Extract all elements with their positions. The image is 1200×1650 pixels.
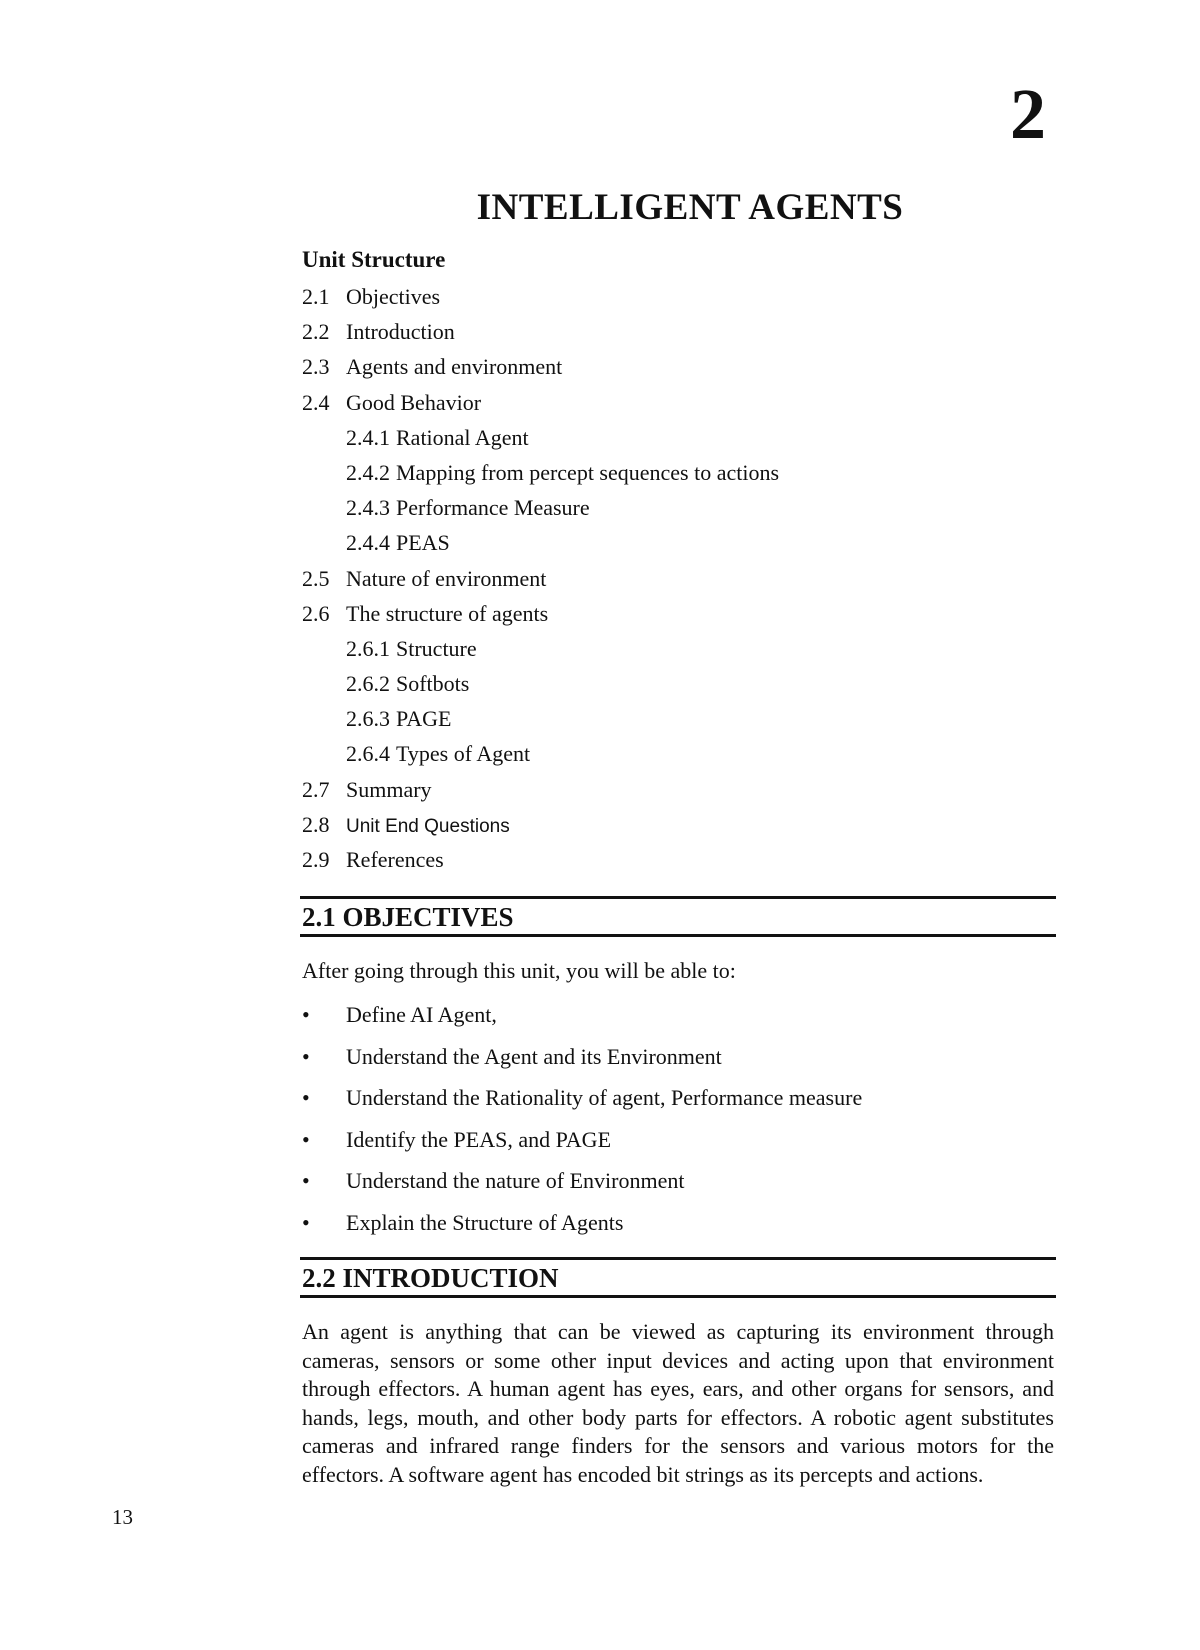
objective-text: Understand the Rationality of agent, Performance measure bbox=[346, 1085, 863, 1110]
toc-number: 2.6.3 bbox=[346, 706, 390, 732]
objectives-list bbox=[302, 1000, 1062, 1249]
toc-number: 2.4.4 bbox=[346, 530, 390, 556]
objective-text: Identify the PEAS, and PAGE bbox=[346, 1126, 612, 1152]
toc-number: 2.8 bbox=[302, 811, 330, 837]
objectives-heading: 2.1 OBJECTIVES bbox=[300, 896, 1056, 937]
toc-item bbox=[302, 388, 1062, 423]
toc-label: The structure of agents bbox=[346, 600, 549, 626]
toc-label: Types of Agent bbox=[396, 741, 531, 767]
objective-text: Define AI Agent, bbox=[346, 1002, 497, 1027]
page-number: 13 bbox=[112, 1505, 133, 1529]
unit-structure bbox=[302, 246, 1062, 880]
toc-item bbox=[302, 352, 1062, 387]
toc-label: Good Behavior bbox=[346, 389, 482, 415]
toc-number: 2.4.3 bbox=[346, 495, 390, 521]
toc-number: 2.6 bbox=[302, 600, 330, 626]
objective-text: Understand the Agent and its Environment bbox=[346, 1043, 722, 1069]
toc-number: 2.9 bbox=[302, 847, 330, 872]
toc-subitem bbox=[302, 669, 1062, 704]
objective-item bbox=[302, 1125, 1062, 1167]
toc-subitem bbox=[302, 528, 1062, 563]
objective-item bbox=[302, 1042, 1062, 1084]
toc-label: Rational Agent bbox=[396, 424, 529, 450]
objective-item bbox=[302, 1083, 1062, 1125]
toc-item bbox=[302, 599, 1062, 634]
toc-subitem bbox=[302, 704, 1062, 739]
toc-item bbox=[302, 564, 1062, 599]
bullet-icon: • bbox=[302, 1209, 310, 1235]
toc-label: Introduction bbox=[346, 319, 455, 345]
toc-number: 2.2 bbox=[302, 319, 330, 345]
toc-label: Agents and environment bbox=[346, 354, 563, 380]
toc-label: Summary bbox=[346, 776, 432, 802]
toc-label: Mapping from percept sequences to actions bbox=[396, 459, 780, 485]
toc-number: 2.5 bbox=[302, 565, 330, 591]
toc-item bbox=[302, 810, 1062, 845]
unit-structure-heading: Unit Structure bbox=[302, 247, 446, 272]
bullet-icon: • bbox=[302, 1043, 310, 1069]
toc-item bbox=[302, 775, 1062, 810]
bullet-icon: • bbox=[302, 1085, 310, 1110]
objective-item bbox=[302, 1208, 1062, 1250]
toc-number: 2.4.2 bbox=[346, 459, 390, 485]
bullet-icon: • bbox=[302, 1002, 310, 1027]
toc-item bbox=[302, 845, 1062, 880]
bullet-icon: • bbox=[302, 1126, 310, 1152]
objective-text: Explain the Structure of Agents bbox=[346, 1209, 624, 1235]
toc-subitem bbox=[302, 423, 1062, 458]
toc-label: Unit End Questions bbox=[346, 815, 510, 837]
toc-number: 2.4 bbox=[302, 389, 330, 415]
toc-number: 2.6.2 bbox=[346, 671, 390, 697]
toc-item bbox=[302, 317, 1062, 352]
toc-label: References bbox=[346, 847, 444, 872]
bullet-icon: • bbox=[302, 1168, 310, 1193]
toc-subitem bbox=[302, 634, 1062, 669]
toc-label: Performance Measure bbox=[396, 495, 590, 521]
toc-label: PEAS bbox=[396, 530, 450, 556]
toc-number: 2.1 bbox=[302, 284, 330, 309]
toc-label: Objectives bbox=[346, 284, 441, 309]
chapter-number: 2 bbox=[1010, 74, 1046, 154]
toc-number: 2.7 bbox=[302, 776, 330, 802]
introduction-paragraph: An agent is anything that can be viewed as capturing its environment through cameras, sensors or some other input devices and acting upon that environment through effectors. A human agent has eyes, ears, and other organs for sensors, and hands, legs, mouth, and other body parts for effectors. A robotic agent substitutes cameras and infrared range finders for the sensors and various motors for the effectors. A software agent has encoded bit strings as its percepts and actions. bbox=[302, 1319, 1054, 1487]
objective-item bbox=[302, 1166, 1062, 1208]
objectives-intro: After going through this unit, you will be able to: bbox=[302, 958, 736, 983]
toc-item bbox=[302, 282, 1062, 317]
toc-number: 2.6.4 bbox=[346, 741, 390, 767]
toc-number: 2.3 bbox=[302, 354, 330, 380]
toc-label: PAGE bbox=[396, 706, 452, 732]
toc-list bbox=[302, 282, 1062, 880]
toc-label: Nature of environment bbox=[346, 565, 547, 591]
toc-subitem bbox=[302, 493, 1062, 528]
toc-label: Structure bbox=[396, 635, 477, 661]
toc-subitem bbox=[302, 739, 1062, 774]
chapter-title: INTELLIGENT AGENTS bbox=[476, 187, 904, 228]
toc-number: 2.4.1 bbox=[346, 424, 390, 450]
toc-subitem bbox=[302, 458, 1062, 493]
toc-label: Softbots bbox=[396, 671, 470, 697]
objective-text: Understand the nature of Environment bbox=[346, 1168, 685, 1193]
toc-number: 2.6.1 bbox=[346, 635, 390, 661]
objective-item bbox=[302, 1000, 1062, 1042]
introduction-heading: 2.2 INTRODUCTION bbox=[300, 1257, 1056, 1298]
